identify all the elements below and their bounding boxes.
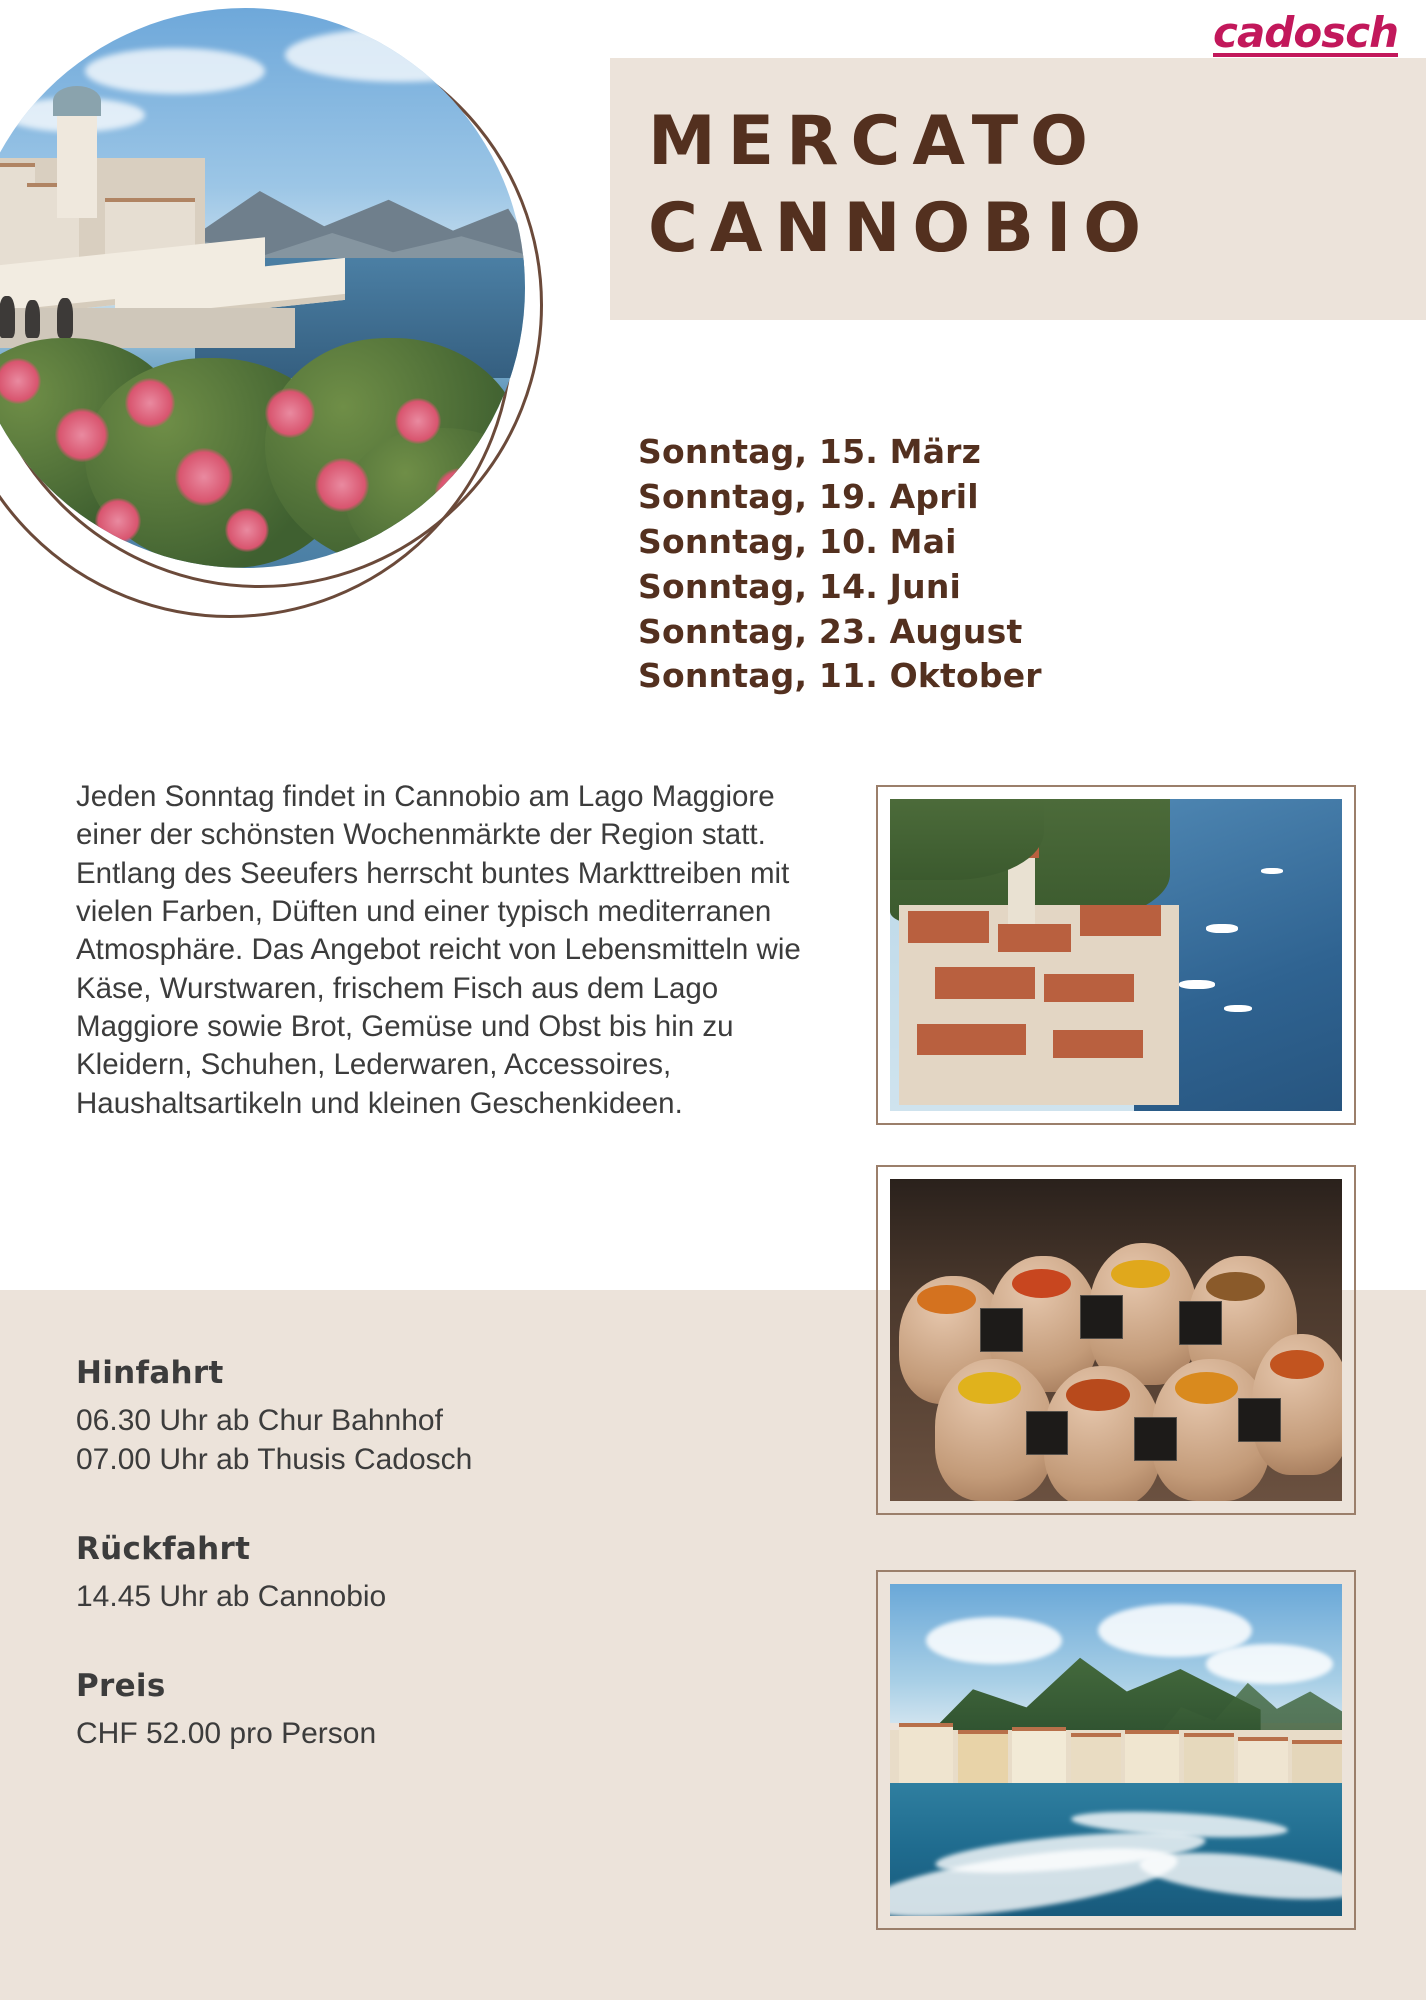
return-line-1: 14.45 Uhr ab Cannobio [76,1580,387,1613]
hero-image-group [0,8,575,708]
price-group [76,1668,636,1753]
photo-spice-sacks [890,1179,1342,1501]
photo-frame-lakefront [876,1570,1356,1930]
date-item: Sonntag, 15. März [638,432,982,471]
dates-list [638,430,1398,699]
outbound-line-2: 07.00 Uhr ab Thusis Cadosch [76,1443,473,1476]
price-heading: Preis [76,1668,166,1704]
page-title-line-1: MERCATO [648,102,1100,181]
price-line-1: CHF 52.00 pro Person [76,1717,377,1750]
trip-details [76,1355,636,1805]
outbound-group [76,1355,636,1479]
outbound-line-1: 06.30 Uhr ab Chur Bahnhof [76,1404,443,1437]
brand-logo-text: cadosch [1213,8,1398,57]
return-group [76,1531,636,1616]
date-item: Sonntag, 11. Oktober [638,656,1042,696]
date-item: Sonntag, 19. April [638,476,979,516]
date-item: Sonntag, 14. Juni [638,566,962,606]
page-title [648,98,1408,272]
date-item: Sonntag, 23. August [638,611,1023,651]
photo-village-aerial [890,799,1342,1111]
photo-frame-village [876,785,1356,1125]
photo-frame-spices [876,1165,1356,1515]
description-text: Jeden Sonntag findet in Cannobio am Lago Maggiore einer der schönsten Wochenmärkte der Region statt. Entlang des Seeufers herrscht buntes Markttreiben mit vielen Farben, Düften und einer typisch mediterranen Atmosphäre. Das Angebot reicht von Lebensmitteln wie Käse, Wurstwaren, frischem Fisch aus dem Lago Maggiore sowie Brot, Gemüse und Obst bis hin zu Kleidern, Schuhen, Lederwaren, Accessoires, Haushaltsartikeln und kleinen Geschenkideen. [76,780,801,1120]
return-heading: Rückfahrt [76,1531,251,1567]
photo-lakefront-from-boat [890,1584,1342,1916]
outbound-heading: Hinfahrt [76,1355,224,1391]
page-title-line-2: CANNOBIO [648,189,1154,269]
hero-photo-market-promenade [0,8,525,568]
date-item: Sonntag, 10. Mai [638,521,957,561]
brand-logo [1213,8,1398,57]
